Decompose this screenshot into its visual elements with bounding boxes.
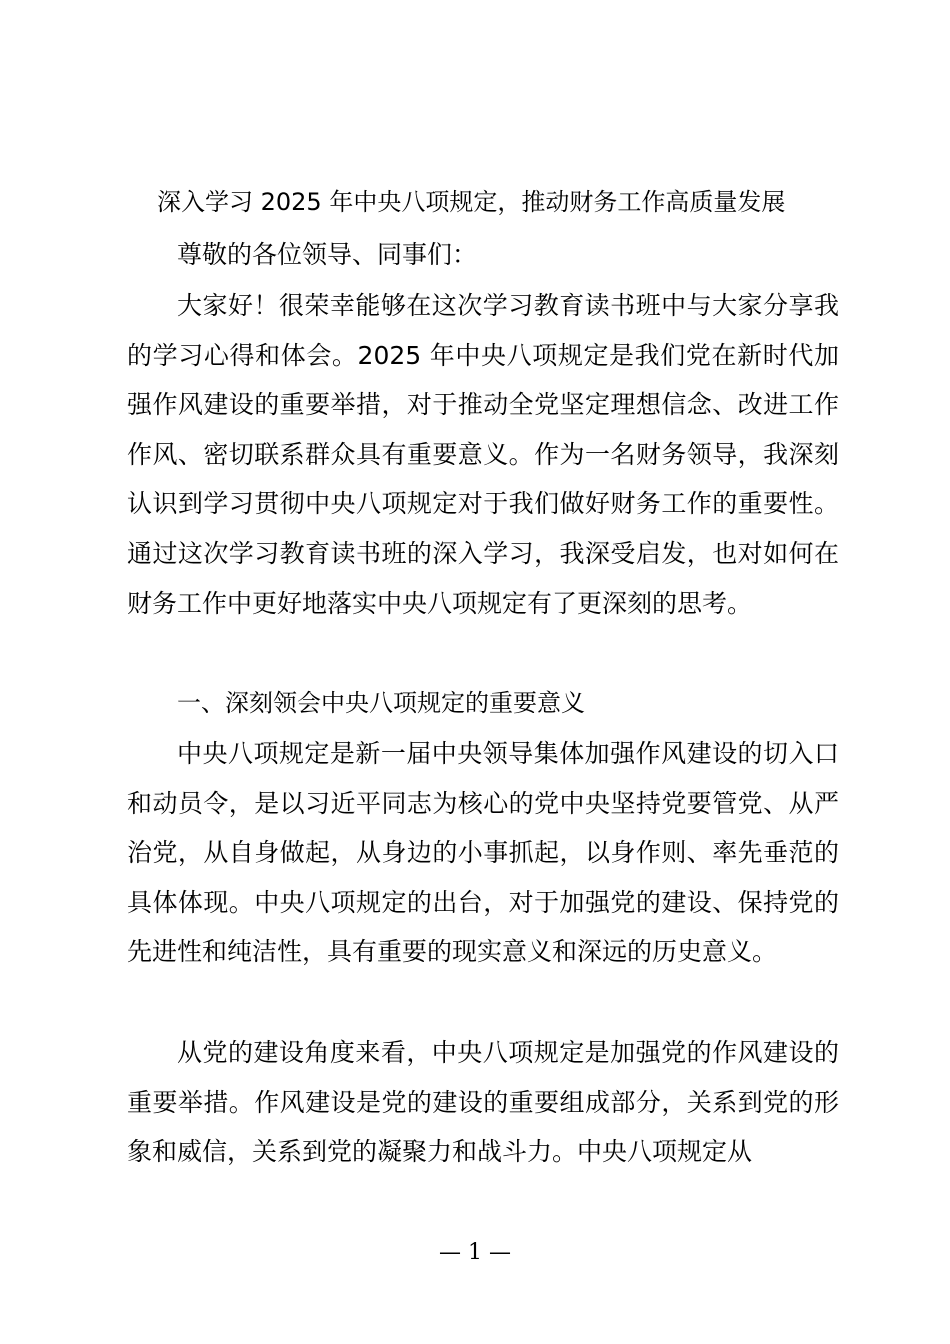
page-number: — 1 — xyxy=(439,1240,511,1265)
document-title: 深入学习 2025 年中央八项规定，推动财务工作高质量发展 xyxy=(157,188,786,216)
paragraph-intro: 大家好！很荣幸能够在这次学习教育读书班中与大家分享我的学习心得和体会。2025 年中央八项规定是我们党在新时代加强作风建设的重要举措，对于推动全党坚定理想信念、改进工作作风、密切联系群众具有重要意义。作为一名财务领导，我深刻认识到学习贯彻中央八项规定对于我们做好财务工作的重要性。通过这次学习教育读书班的深入学习，我深受启发，也对如何在财务工作中更好地落实中央八项规定有了更深刻的思考。 xyxy=(127,291,839,618)
salutation: 尊敬的各位领导、同事们： xyxy=(177,240,478,269)
paragraph-party-building: 从党的建设角度来看，中央八项规定是加强党的作风建设的重要举措。作风建设是党的建设的重要组成部分，关系到党的形象和威信，关系到党的凝聚力和战斗力。中央八项规定从 xyxy=(127,1038,839,1167)
section-heading-1: 一、深刻领会中央八项规定的重要意义 xyxy=(177,689,585,717)
paragraph-significance: 中央八项规定是新一届中央领导集体加强作风建设的切入口和动员令，是以习近平同志为核心的党中央坚持党要管党、从严治党，从自身做起，从身边的小事抓起，以身作则、率先垂范的具体体现。中央八项规定的出台，对于加强党的建设、保持党的先进性和纯洁性，具有重要的现实意义和深远的历史意义。 xyxy=(127,739,839,967)
